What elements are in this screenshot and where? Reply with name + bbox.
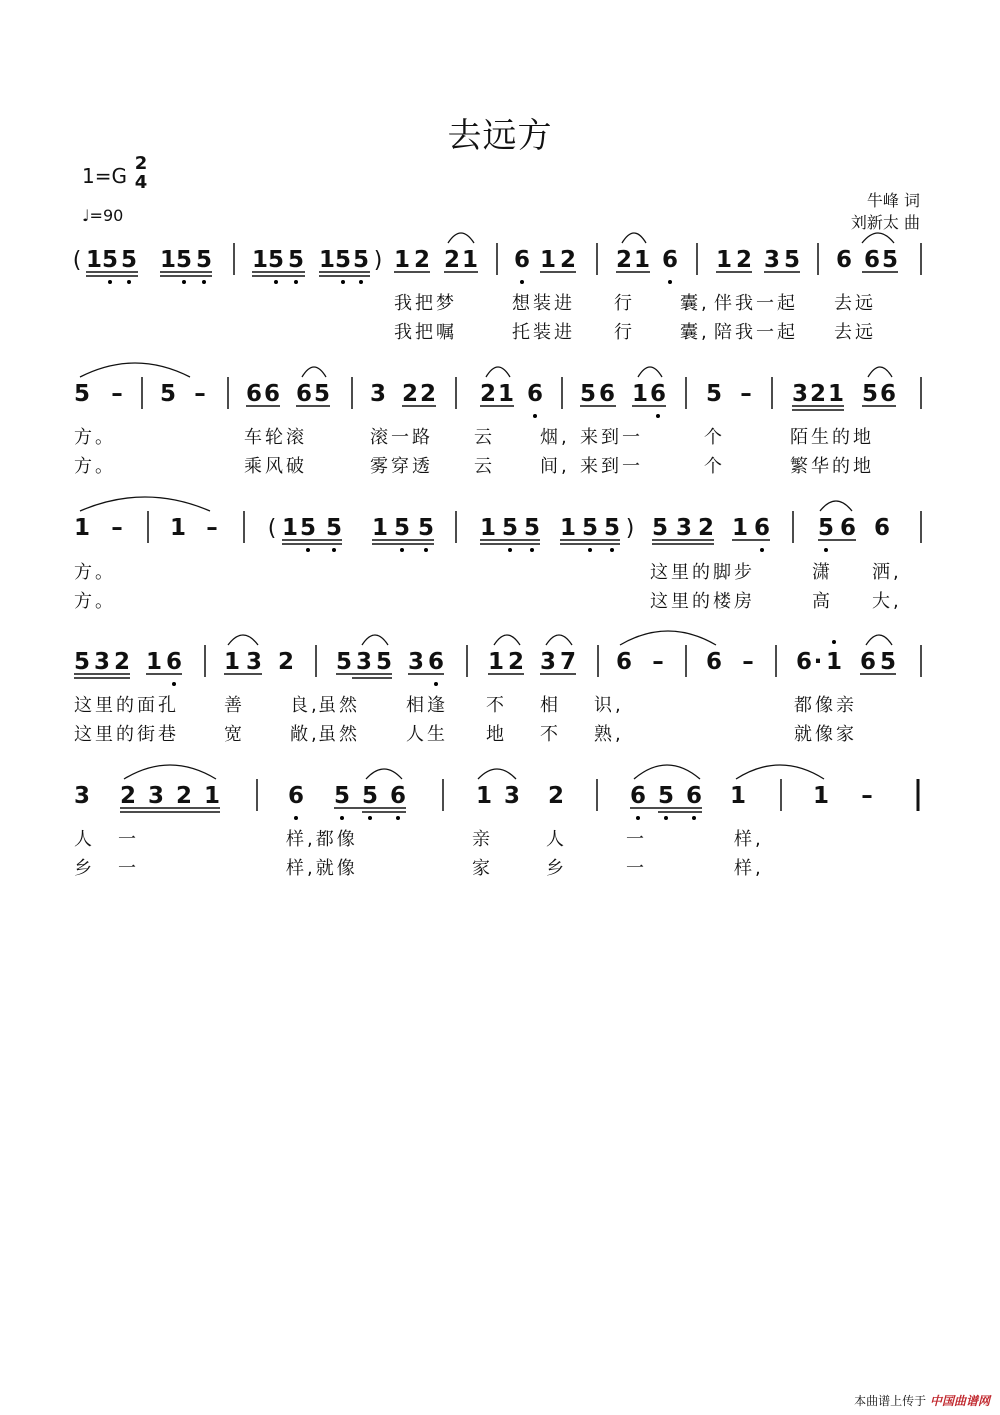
note: 3 (791, 381, 809, 407)
note: 5 (267, 247, 285, 273)
note: 2 (413, 247, 431, 273)
note: 5 (861, 381, 879, 407)
note: 5 (783, 247, 801, 273)
note: 5 (375, 649, 393, 675)
note: 5 (101, 247, 119, 273)
footer-brand: 中国曲谱网 (929, 1394, 990, 1408)
note: 1 (731, 515, 749, 541)
slur (820, 501, 852, 511)
slur (486, 367, 510, 377)
lyric-verse1: 这里的面孔 (74, 695, 179, 716)
song-title: 去远方 (447, 116, 553, 156)
note: 5 (657, 783, 675, 809)
note: 1 (812, 783, 830, 809)
bracket: ) (373, 248, 383, 273)
low-octave-dot (400, 548, 404, 552)
note: 2 (443, 247, 461, 273)
note: 1 (559, 515, 577, 541)
lyric-verse2: 不 (540, 724, 561, 745)
note: 1 (539, 247, 557, 273)
lyric-verse1: 识, (594, 695, 624, 716)
note: 6 (879, 381, 897, 407)
low-octave-dot (306, 548, 310, 552)
lyric-verse1: 方。 (74, 562, 116, 583)
note: 5 (334, 247, 352, 273)
lyric-verse2: 一 (118, 858, 139, 879)
lyric-verse2: 这里的楼房 (650, 591, 755, 612)
lyric-verse1: 人 (74, 829, 95, 850)
note: 6 (295, 381, 313, 407)
note: 6 (165, 649, 183, 675)
note: 5 (159, 381, 177, 407)
note: 5 (417, 515, 435, 541)
note: 3 (763, 247, 781, 273)
note: 1 (479, 515, 497, 541)
lyric-verse1: 陌生的地 (790, 427, 874, 448)
note: 6 (287, 783, 305, 809)
note: 2 (175, 783, 193, 809)
low-octave-dot (668, 280, 672, 284)
note: 3 (245, 649, 263, 675)
note: 2 (277, 649, 295, 675)
slur (366, 769, 402, 779)
lyricist-credit: 牛峰 词 (866, 191, 920, 210)
lyric-verse1: 良, (290, 695, 320, 716)
lyric-verse1: 这里的脚步 (650, 562, 755, 583)
dash: – (206, 515, 218, 541)
note: 3 (369, 381, 387, 407)
lyric-verse2: 间, (540, 456, 570, 477)
lyric-verse2: 就像家 (794, 724, 857, 745)
key-signature: 1=G (82, 164, 127, 188)
note: 2 (401, 381, 419, 407)
note: 3 (407, 649, 425, 675)
note: 6 (873, 515, 891, 541)
lyric-verse2: 方。 (74, 456, 116, 477)
note: 5 (361, 783, 379, 809)
note: 2 (615, 247, 633, 273)
slur (736, 765, 824, 779)
footer-text: 本曲谱上传于 (854, 1394, 927, 1408)
note: 5 (175, 247, 193, 273)
note: 5 (73, 381, 91, 407)
lyric-verse2: 云 (474, 456, 495, 477)
site-footer (854, 1392, 990, 1409)
lyric-verse2: 我把嘱 (394, 322, 457, 343)
lyric-verse2: 行 (614, 322, 635, 343)
note: 1 (169, 515, 187, 541)
note: 1 (203, 783, 221, 809)
lyric-verse1: 想装进 (512, 293, 575, 314)
lyric-verse1: 相 (540, 695, 561, 716)
low-octave-dot (508, 548, 512, 552)
note: 6 (526, 381, 544, 407)
note: 2 (119, 783, 137, 809)
note: 6 (649, 381, 667, 407)
slur (124, 765, 216, 779)
note: 2 (479, 381, 497, 407)
note: 1 (461, 247, 479, 273)
note: 1 (145, 649, 163, 675)
lyric-verse1: 样,都像 (286, 829, 358, 850)
bracket: ( (72, 248, 82, 273)
time-signature-top: 2 (134, 153, 148, 174)
lyric-verse2: 熟, (594, 724, 624, 745)
note: 5 (325, 515, 343, 541)
note: 6 (705, 649, 723, 675)
note: 5 (523, 515, 541, 541)
note: 3 (539, 649, 557, 675)
slur (546, 635, 572, 645)
note: 2 (697, 515, 715, 541)
low-octave-dot (434, 682, 438, 686)
lyric-verse1: 囊, (680, 293, 710, 314)
lyric-verse2: 大, (872, 591, 902, 612)
low-octave-dot (172, 682, 176, 686)
lyric-verse2: 托装进 (512, 322, 575, 343)
lyric-verse1: 洒, (872, 562, 902, 583)
slur (494, 635, 520, 645)
note: 1 (487, 649, 505, 675)
note: 6 (859, 649, 877, 675)
note: 5 (335, 649, 353, 675)
note: 5 (313, 381, 331, 407)
low-octave-dot (533, 414, 537, 418)
lyric-verse1: 潇 (812, 562, 833, 583)
note: 5 (501, 515, 519, 541)
low-octave-dot (424, 548, 428, 552)
low-octave-dot (294, 280, 298, 284)
lyric-verse1: 虽然 (318, 695, 360, 716)
note: 5 (651, 515, 669, 541)
slur (862, 233, 894, 243)
note: 6 (795, 649, 813, 675)
note: 5 (73, 649, 91, 675)
note: 1 (85, 247, 103, 273)
note: 2 (735, 247, 753, 273)
note: 2 (809, 381, 827, 407)
dash: – (861, 783, 873, 809)
low-octave-dot (340, 816, 344, 820)
slur (362, 635, 388, 645)
note: 3 (675, 515, 693, 541)
low-octave-dot (664, 816, 668, 820)
slur (634, 765, 700, 779)
note: 1 (631, 381, 649, 407)
note: 1 (223, 649, 241, 675)
lyric-verse2: 家 (472, 858, 493, 879)
note: 1 (827, 381, 845, 407)
note: 6 (263, 381, 281, 407)
note: 6 (615, 649, 633, 675)
note: 6 (661, 247, 679, 273)
note: 1 (393, 247, 411, 273)
lyric-verse1: 方。 (74, 427, 116, 448)
note: 7 (559, 649, 577, 675)
note: 2 (547, 783, 565, 809)
note: 6 (245, 381, 263, 407)
lyric-verse2: 虽然 (318, 724, 360, 745)
lyric-verse1: 都像亲 (794, 695, 857, 716)
note: 1 (715, 247, 733, 273)
note: 2 (419, 381, 437, 407)
note: 6 (839, 515, 857, 541)
lyric-verse2: 人生 (406, 724, 448, 745)
note: 5 (879, 649, 897, 675)
note: 2 (507, 649, 525, 675)
dash: – (111, 381, 123, 407)
low-octave-dot (368, 816, 372, 820)
note: 1 (318, 247, 336, 273)
slur (638, 367, 662, 377)
lyric-verse2: 囊, (680, 322, 710, 343)
low-octave-dot (520, 280, 524, 284)
slur (302, 367, 326, 377)
low-octave-dot (359, 280, 363, 284)
lyric-verse1: 烟, (540, 427, 570, 448)
note: 5 (393, 515, 411, 541)
lyric-verse1: 云 (474, 427, 495, 448)
note: 2 (113, 649, 131, 675)
note: 6 (685, 783, 703, 809)
low-octave-dot (396, 816, 400, 820)
lyric-verse2: 样,就像 (286, 858, 358, 879)
note: 6 (629, 783, 647, 809)
lyric-verse1: 亲 (472, 829, 493, 850)
note: · (813, 649, 823, 675)
lyric-verse1: 人 (546, 829, 567, 850)
low-octave-dot (341, 280, 345, 284)
lyric-verse2: 高 (812, 591, 833, 612)
low-octave-dot (588, 548, 592, 552)
slur (868, 367, 892, 377)
note: 1 (73, 515, 91, 541)
lyric-verse1: 一 (626, 829, 647, 850)
lyric-verse1: 样, (734, 829, 764, 850)
note: 2 (559, 247, 577, 273)
lyric-verse2: 乡 (546, 858, 567, 879)
low-octave-dot (294, 816, 298, 820)
lyric-verse2: 宽 (224, 724, 245, 745)
low-octave-dot (692, 816, 696, 820)
lyric-verse1: 滚一路 (370, 427, 433, 448)
note: 5 (195, 247, 213, 273)
composer-credit: 刘新太 曲 (850, 213, 920, 232)
tempo-marking: ♩=90 (82, 206, 124, 225)
lyric-verse2: 这里的街巷 (74, 724, 179, 745)
note: 1 (497, 381, 515, 407)
note: 6 (863, 247, 881, 273)
note: 6 (753, 515, 771, 541)
note: 5 (817, 515, 835, 541)
low-octave-dot (636, 816, 640, 820)
note: 6 (427, 649, 445, 675)
low-octave-dot (760, 548, 764, 552)
lyric-verse2: 敞, (290, 724, 320, 745)
note: 1 (825, 649, 843, 675)
slur (620, 631, 716, 645)
bracket: ) (625, 516, 635, 541)
dash: – (740, 381, 752, 407)
low-octave-dot (202, 280, 206, 284)
note: 1 (371, 515, 389, 541)
note: 1 (475, 783, 493, 809)
lyric-verse2: 乡 (74, 858, 95, 879)
note: 3 (73, 783, 91, 809)
note: 3 (503, 783, 521, 809)
note: 1 (159, 247, 177, 273)
note: 6 (598, 381, 616, 407)
time-signature-bottom: 4 (134, 172, 148, 193)
note: 3 (93, 649, 111, 675)
note: 5 (299, 515, 317, 541)
note: 6 (389, 783, 407, 809)
slur (228, 635, 258, 645)
note: 1 (633, 247, 651, 273)
low-octave-dot (656, 414, 660, 418)
slur (80, 363, 190, 377)
lyric-verse1: 不 (486, 695, 507, 716)
low-octave-dot (332, 548, 336, 552)
lyric-verse1: 去远 (834, 293, 876, 314)
note: 3 (355, 649, 373, 675)
dash: – (111, 515, 123, 541)
slur (478, 769, 516, 779)
note: 3 (147, 783, 165, 809)
slur (622, 233, 646, 243)
lyric-verse2: 雾穿透 (370, 456, 433, 477)
note: 1 (281, 515, 299, 541)
note: 5 (333, 783, 351, 809)
note: 1 (729, 783, 747, 809)
low-octave-dot (127, 280, 131, 284)
lyric-verse2: 来到一 (580, 456, 643, 477)
low-octave-dot (530, 548, 534, 552)
bracket: ( (267, 516, 277, 541)
lyric-verse2: 一 (626, 858, 647, 879)
note: 5 (705, 381, 723, 407)
note: 6 (513, 247, 531, 273)
low-octave-dot (274, 280, 278, 284)
slur (448, 233, 474, 243)
note: 6 (835, 247, 853, 273)
lyric-verse1: 车轮滚 (244, 427, 307, 448)
lyric-verse1: 相逢 (406, 695, 448, 716)
lyric-verse2: 方。 (74, 591, 116, 612)
lyric-verse2: 个 (704, 456, 725, 477)
note: 1 (251, 247, 269, 273)
note: 5 (581, 515, 599, 541)
note: 5 (120, 247, 138, 273)
lyric-verse2: 样, (734, 858, 764, 879)
note: 5 (287, 247, 305, 273)
lyric-verse1: 来到一 (580, 427, 643, 448)
note: 5 (603, 515, 621, 541)
lyric-verse2: 去远 (834, 322, 876, 343)
high-octave-dot (832, 640, 836, 644)
dash: – (194, 381, 206, 407)
slur (866, 635, 892, 645)
lyric-verse1: 善 (224, 695, 245, 716)
lyric-verse2: 地 (486, 724, 507, 745)
note: 5 (352, 247, 370, 273)
lyric-verse1: 伴我一起 (714, 293, 798, 314)
lyric-verse1: 行 (614, 293, 635, 314)
lyric-verse1: 我把梦 (394, 293, 457, 314)
lyric-verse2: 乘风破 (244, 456, 307, 477)
low-octave-dot (182, 280, 186, 284)
low-octave-dot (610, 548, 614, 552)
low-octave-dot (108, 280, 112, 284)
note: 5 (579, 381, 597, 407)
note: 5 (881, 247, 899, 273)
dash: – (742, 649, 754, 675)
lyric-verse1: 一 (118, 829, 139, 850)
dash: – (652, 649, 664, 675)
lyric-verse2: 繁华的地 (790, 456, 874, 477)
low-octave-dot (824, 548, 828, 552)
slur (80, 497, 210, 511)
lyric-verse2: 陪我一起 (714, 322, 798, 343)
lyric-verse1: 个 (704, 427, 725, 448)
